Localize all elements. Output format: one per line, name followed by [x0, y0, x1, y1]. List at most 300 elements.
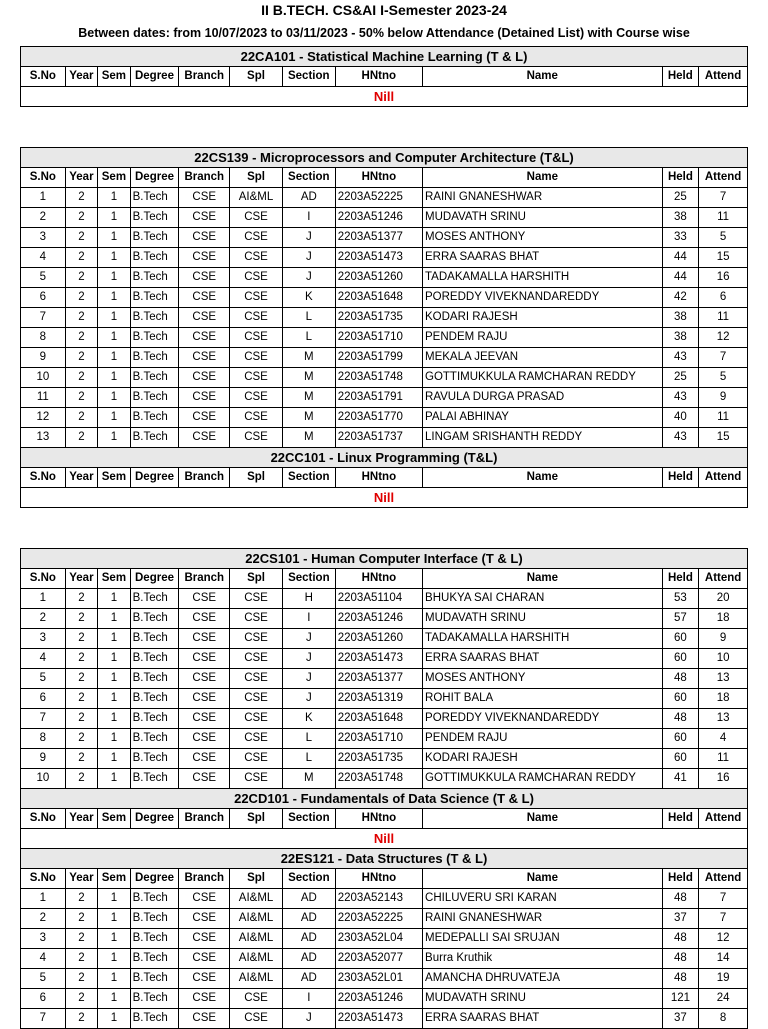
cell-year: 2 — [65, 408, 97, 428]
course-code: 22CS101 — [245, 551, 300, 566]
cell-htno: 2203A51473 — [335, 248, 422, 268]
cell-section: K — [282, 709, 335, 729]
cell-degree: B.Tech — [130, 709, 179, 729]
cell-name: ERRA SAARAS BHAT — [423, 248, 663, 268]
column-header-attend: Attend — [699, 869, 748, 889]
cell-degree: B.Tech — [130, 629, 179, 649]
cell-branch: CSE — [179, 929, 230, 949]
cell-htno: 2303A52L04 — [335, 929, 422, 949]
cell-year: 2 — [65, 348, 97, 368]
cell-attend: 5 — [699, 368, 748, 388]
cell-attend: 9 — [699, 629, 748, 649]
cell-sem: 1 — [98, 428, 130, 448]
column-header-degree: Degree — [130, 809, 179, 829]
cell-spl: AI&ML — [230, 188, 283, 208]
empty-row — [21, 87, 748, 107]
cell-sem: 1 — [98, 388, 130, 408]
cell-year: 2 — [65, 268, 97, 288]
cell-name: Burra Kruthik — [423, 949, 663, 969]
cell-name: KODARI RAJESH — [423, 749, 663, 769]
cell-year: 2 — [65, 909, 97, 929]
cell-branch: CSE — [179, 909, 230, 929]
cell-sem: 1 — [98, 889, 130, 909]
cell-section: L — [282, 729, 335, 749]
cell-attend: 5 — [699, 228, 748, 248]
cell-degree: B.Tech — [130, 989, 179, 1009]
cell-sem: 1 — [98, 709, 130, 729]
cell-sno: 8 — [21, 729, 66, 749]
cell-degree: B.Tech — [130, 408, 179, 428]
column-header-branch: Branch — [179, 569, 230, 589]
cell-year: 2 — [65, 709, 97, 729]
cell-branch: CSE — [179, 408, 230, 428]
cell-branch: CSE — [179, 228, 230, 248]
cell-held: 57 — [662, 609, 699, 629]
table-row — [21, 969, 748, 989]
cell-branch: CSE — [179, 328, 230, 348]
cell-sem: 1 — [98, 929, 130, 949]
cell-section: AD — [282, 969, 335, 989]
cell-sem: 1 — [98, 949, 130, 969]
cell-degree: B.Tech — [130, 308, 179, 328]
nill-label: Nill — [21, 829, 748, 849]
cell-section: AD — [282, 188, 335, 208]
column-header-name: Name — [422, 67, 662, 87]
table-row — [21, 228, 748, 248]
table-row — [21, 949, 748, 969]
column-header-sno: S.No — [21, 809, 66, 829]
cell-section: J — [282, 629, 335, 649]
cell-sno: 1 — [21, 889, 66, 909]
cell-year: 2 — [65, 188, 97, 208]
cell-attend: 4 — [699, 729, 748, 749]
column-header-row — [21, 468, 748, 488]
cell-htno: 2203A51710 — [335, 729, 422, 749]
course-header-row — [21, 148, 748, 168]
cell-branch: CSE — [179, 709, 230, 729]
cell-attend: 7 — [699, 188, 748, 208]
cell-sno: 4 — [21, 949, 66, 969]
column-header-spl: Spl — [230, 869, 283, 889]
column-header-spl: Spl — [230, 569, 283, 589]
table-row — [21, 268, 748, 288]
course-table — [20, 147, 748, 508]
cell-branch: CSE — [179, 949, 230, 969]
table-row — [21, 408, 748, 428]
cell-name: MOSES ANTHONY — [423, 669, 663, 689]
cell-sno: 3 — [21, 228, 66, 248]
cell-section: M — [282, 388, 335, 408]
cell-held: 33 — [662, 228, 699, 248]
cell-sem: 1 — [98, 989, 130, 1009]
cell-sem: 1 — [98, 769, 130, 789]
column-header-htno: HNtno — [335, 168, 422, 188]
cell-sno: 8 — [21, 328, 66, 348]
cell-attend: 16 — [699, 268, 748, 288]
cell-attend: 7 — [699, 889, 748, 909]
column-header-year: Year — [65, 168, 97, 188]
cell-year: 2 — [65, 689, 97, 709]
cell-name: MOSES ANTHONY — [423, 228, 663, 248]
cell-degree: B.Tech — [130, 769, 179, 789]
course-header-row — [21, 849, 748, 869]
cell-name: ROHIT BALA — [423, 689, 663, 709]
cell-htno: 2203A52143 — [335, 889, 422, 909]
cell-held: 38 — [662, 328, 699, 348]
cell-spl: CSE — [230, 989, 283, 1009]
cell-sem: 1 — [98, 629, 130, 649]
cell-name: GOTTIMUKKULA RAMCHARAN REDDY — [423, 769, 663, 789]
cell-year: 2 — [65, 609, 97, 629]
cell-name: CHILUVERU SRI KARAN — [423, 889, 663, 909]
cell-section: M — [282, 769, 335, 789]
cell-spl: AI&ML — [230, 889, 283, 909]
column-header-attend: Attend — [699, 67, 748, 87]
cell-htno: 2203A51246 — [335, 208, 422, 228]
cell-section: J — [282, 268, 335, 288]
empty-row — [21, 829, 748, 849]
cell-sem: 1 — [98, 208, 130, 228]
column-header-held: Held — [662, 67, 699, 87]
cell-degree: B.Tech — [130, 889, 179, 909]
cell-spl: CSE — [230, 288, 283, 308]
section-gap — [20, 508, 748, 548]
cell-held: 42 — [662, 288, 699, 308]
cell-section: K — [282, 288, 335, 308]
cell-section: J — [282, 248, 335, 268]
cell-branch: CSE — [179, 749, 230, 769]
cell-degree: B.Tech — [130, 929, 179, 949]
cell-held: 60 — [662, 749, 699, 769]
cell-htno: 2203A51319 — [335, 689, 422, 709]
cell-attend: 15 — [699, 248, 748, 268]
cell-year: 2 — [65, 649, 97, 669]
cell-attend: 11 — [699, 208, 748, 228]
table-row — [21, 649, 748, 669]
cell-held: 48 — [662, 669, 699, 689]
table-row — [21, 689, 748, 709]
column-header-row — [21, 168, 748, 188]
cell-attend: 7 — [699, 909, 748, 929]
cell-name: TADAKAMALLA HARSHITH — [423, 268, 663, 288]
cell-name: PENDEM RAJU — [423, 729, 663, 749]
column-header-degree: Degree — [130, 569, 179, 589]
cell-year: 2 — [65, 589, 97, 609]
cell-held: 25 — [662, 188, 699, 208]
cell-branch: CSE — [179, 348, 230, 368]
column-header-row — [21, 869, 748, 889]
cell-sem: 1 — [98, 649, 130, 669]
table-row — [21, 1009, 748, 1029]
table-row — [21, 188, 748, 208]
cell-degree: B.Tech — [130, 649, 179, 669]
cell-attend: 11 — [699, 408, 748, 428]
cell-htno: 2203A51246 — [335, 989, 422, 1009]
course-title — [21, 789, 748, 809]
table-row — [21, 208, 748, 228]
table-row — [21, 248, 748, 268]
course-name: - Human Computer Interface (T & L) — [299, 551, 523, 566]
cell-name: MEKALA JEEVAN — [423, 348, 663, 368]
cell-branch: CSE — [179, 308, 230, 328]
cell-branch: CSE — [179, 889, 230, 909]
cell-degree: B.Tech — [130, 949, 179, 969]
column-header-attend: Attend — [699, 168, 748, 188]
cell-name: ERRA SAARAS BHAT — [423, 649, 663, 669]
cell-year: 2 — [65, 428, 97, 448]
cell-degree: B.Tech — [130, 1009, 179, 1029]
cell-section: M — [282, 408, 335, 428]
cell-sem: 1 — [98, 669, 130, 689]
cell-sno: 7 — [21, 709, 66, 729]
cell-htno: 2203A51260 — [335, 629, 422, 649]
cell-spl: CSE — [230, 368, 283, 388]
course-code: 22CA101 — [240, 49, 296, 64]
cell-held: 48 — [662, 709, 699, 729]
cell-sem: 1 — [98, 348, 130, 368]
cell-name: POREDDY VIVEKNANDAREDDY — [423, 709, 663, 729]
cell-spl: CSE — [230, 388, 283, 408]
course-title — [21, 549, 748, 569]
cell-branch: CSE — [179, 368, 230, 388]
cell-year: 2 — [65, 248, 97, 268]
column-header-branch: Branch — [179, 809, 230, 829]
cell-section: J — [282, 228, 335, 248]
cell-spl: CSE — [230, 1009, 283, 1029]
cell-section: AD — [282, 929, 335, 949]
column-header-year: Year — [65, 468, 97, 488]
column-header-sno: S.No — [21, 569, 66, 589]
column-header-year: Year — [65, 809, 97, 829]
column-header-year: Year — [65, 869, 97, 889]
cell-held: 48 — [662, 889, 699, 909]
column-header-htno: HNtno — [335, 809, 422, 829]
cell-sem: 1 — [98, 1009, 130, 1029]
cell-attend: 7 — [699, 348, 748, 368]
cell-name: BHUKYA SAI CHARAN — [423, 589, 663, 609]
cell-spl: CSE — [230, 629, 283, 649]
cell-attend: 6 — [699, 288, 748, 308]
cell-htno: 2203A51260 — [335, 268, 422, 288]
cell-year: 2 — [65, 969, 97, 989]
column-header-name: Name — [423, 468, 663, 488]
cell-htno: 2203A51748 — [335, 368, 422, 388]
course-table — [20, 46, 748, 107]
cell-spl: CSE — [230, 268, 283, 288]
cell-name: RAVULA DURGA PRASAD — [423, 388, 663, 408]
cell-sem: 1 — [98, 248, 130, 268]
cell-attend: 14 — [699, 949, 748, 969]
cell-sno: 5 — [21, 268, 66, 288]
cell-attend: 11 — [699, 749, 748, 769]
cell-name: GOTTIMUKKULA RAMCHARAN REDDY — [423, 368, 663, 388]
cell-year: 2 — [65, 629, 97, 649]
cell-name: KODARI RAJESH — [423, 308, 663, 328]
cell-year: 2 — [65, 769, 97, 789]
column-header-sno: S.No — [21, 468, 66, 488]
empty-row — [21, 488, 748, 508]
cell-htno: 2203A51737 — [335, 428, 422, 448]
cell-attend: 13 — [699, 669, 748, 689]
cell-held: 121 — [662, 989, 699, 1009]
cell-spl: CSE — [230, 589, 283, 609]
cell-branch: CSE — [179, 769, 230, 789]
cell-attend: 18 — [699, 689, 748, 709]
cell-sno: 2 — [21, 208, 66, 228]
column-header-held: Held — [662, 809, 699, 829]
cell-spl: CSE — [230, 328, 283, 348]
cell-htno: 2203A51735 — [335, 749, 422, 769]
column-header-year: Year — [65, 569, 97, 589]
column-header-htno: HNtno — [335, 569, 422, 589]
column-header-row — [21, 809, 748, 829]
cell-attend: 15 — [699, 428, 748, 448]
cell-held: 48 — [662, 969, 699, 989]
cell-htno: 2203A51104 — [335, 589, 422, 609]
column-header-section: Section — [282, 468, 335, 488]
cell-spl: CSE — [230, 769, 283, 789]
cell-year: 2 — [65, 228, 97, 248]
cell-name: POREDDY VIVEKNANDAREDDY — [423, 288, 663, 308]
table-row — [21, 889, 748, 909]
cell-degree: B.Tech — [130, 228, 179, 248]
cell-branch: CSE — [179, 649, 230, 669]
column-header-section: Section — [282, 67, 335, 87]
cell-section: AD — [282, 949, 335, 969]
cell-name: PENDEM RAJU — [423, 328, 663, 348]
cell-spl: CSE — [230, 428, 283, 448]
course-name: - Data Structures (T & L) — [334, 851, 488, 866]
cell-held: 37 — [662, 1009, 699, 1029]
column-header-name: Name — [423, 168, 663, 188]
cell-sem: 1 — [98, 909, 130, 929]
cell-degree: B.Tech — [130, 248, 179, 268]
page-title: II B.TECH. CS&AI I-Semester 2023-24 — [261, 2, 507, 18]
cell-htno: 2203A51473 — [335, 1009, 422, 1029]
table-row — [21, 669, 748, 689]
cell-branch: CSE — [179, 989, 230, 1009]
cell-held: 60 — [662, 689, 699, 709]
cell-htno: 2203A51710 — [335, 328, 422, 348]
cell-sno: 13 — [21, 428, 66, 448]
column-header-spl: Spl — [230, 809, 283, 829]
course-name: - Fundamentals of Data Science (T & L) — [289, 791, 534, 806]
cell-held: 48 — [662, 949, 699, 969]
cell-section: L — [282, 328, 335, 348]
cell-held: 38 — [662, 308, 699, 328]
cell-spl: CSE — [230, 348, 283, 368]
cell-degree: B.Tech — [130, 909, 179, 929]
cell-spl: AI&ML — [230, 929, 283, 949]
cell-name: LINGAM SRISHANTH REDDY — [423, 428, 663, 448]
cell-degree: B.Tech — [130, 689, 179, 709]
cell-htno: 2203A51799 — [335, 348, 422, 368]
column-header-held: Held — [662, 468, 699, 488]
cell-attend: 11 — [699, 308, 748, 328]
cell-year: 2 — [65, 288, 97, 308]
course-title — [21, 849, 748, 869]
cell-degree: B.Tech — [130, 969, 179, 989]
cell-spl: CSE — [230, 649, 283, 669]
table-row — [21, 989, 748, 1009]
course-name: - Microprocessors and Computer Architecture (T&L) — [248, 150, 574, 165]
cell-htno: 2203A51246 — [335, 609, 422, 629]
cell-sem: 1 — [98, 609, 130, 629]
cell-year: 2 — [65, 749, 97, 769]
column-header-attend: Attend — [699, 809, 748, 829]
course-header-row — [21, 448, 748, 468]
cell-sno: 6 — [21, 989, 66, 1009]
cell-section: I — [282, 208, 335, 228]
cell-branch: CSE — [179, 1009, 230, 1029]
table-row — [21, 368, 748, 388]
column-header-sno: S.No — [21, 168, 66, 188]
course-code: 22CC101 — [270, 450, 326, 465]
cell-held: 44 — [662, 248, 699, 268]
cell-sno: 1 — [21, 188, 66, 208]
cell-name: RAINI GNANESHWAR — [423, 909, 663, 929]
cell-section: AD — [282, 889, 335, 909]
cell-degree: B.Tech — [130, 348, 179, 368]
column-header-held: Held — [662, 569, 699, 589]
cell-held: 41 — [662, 769, 699, 789]
cell-sno: 5 — [21, 969, 66, 989]
cell-htno: 2303A52L01 — [335, 969, 422, 989]
cell-held: 40 — [662, 408, 699, 428]
cell-htno: 2203A52225 — [335, 909, 422, 929]
cell-htno: 2203A51735 — [335, 308, 422, 328]
cell-spl: CSE — [230, 228, 283, 248]
cell-name: AMANCHA DHRUVATEJA — [423, 969, 663, 989]
cell-attend: 19 — [699, 969, 748, 989]
cell-sno: 2 — [21, 609, 66, 629]
column-header-sem: Sem — [98, 168, 130, 188]
cell-degree: B.Tech — [130, 288, 179, 308]
table-row — [21, 909, 748, 929]
column-header-degree: Degree — [130, 67, 179, 87]
column-header-branch: Branch — [179, 468, 230, 488]
cell-name: MEDEPALLI SAI SRUJAN — [423, 929, 663, 949]
course-code: 22CS139 — [194, 150, 249, 165]
cell-held: 44 — [662, 268, 699, 288]
cell-sem: 1 — [98, 729, 130, 749]
cell-year: 2 — [65, 729, 97, 749]
cell-held: 43 — [662, 348, 699, 368]
column-header-section: Section — [282, 869, 335, 889]
cell-branch: CSE — [179, 629, 230, 649]
cell-year: 2 — [65, 328, 97, 348]
column-header-htno: HNtno — [335, 468, 422, 488]
course-header-row — [21, 789, 748, 809]
cell-attend: 16 — [699, 769, 748, 789]
cell-sno: 7 — [21, 1009, 66, 1029]
table-row — [21, 729, 748, 749]
cell-sem: 1 — [98, 368, 130, 388]
column-header-sno: S.No — [21, 67, 66, 87]
cell-section: M — [282, 368, 335, 388]
cell-sem: 1 — [98, 228, 130, 248]
table-row — [21, 929, 748, 949]
cell-degree: B.Tech — [130, 368, 179, 388]
cell-section: J — [282, 649, 335, 669]
cell-branch: CSE — [179, 669, 230, 689]
cell-htno: 2203A51648 — [335, 709, 422, 729]
cell-spl: CSE — [230, 308, 283, 328]
cell-sno: 3 — [21, 929, 66, 949]
cell-degree: B.Tech — [130, 589, 179, 609]
cell-spl: AI&ML — [230, 909, 283, 929]
cell-held: 43 — [662, 428, 699, 448]
